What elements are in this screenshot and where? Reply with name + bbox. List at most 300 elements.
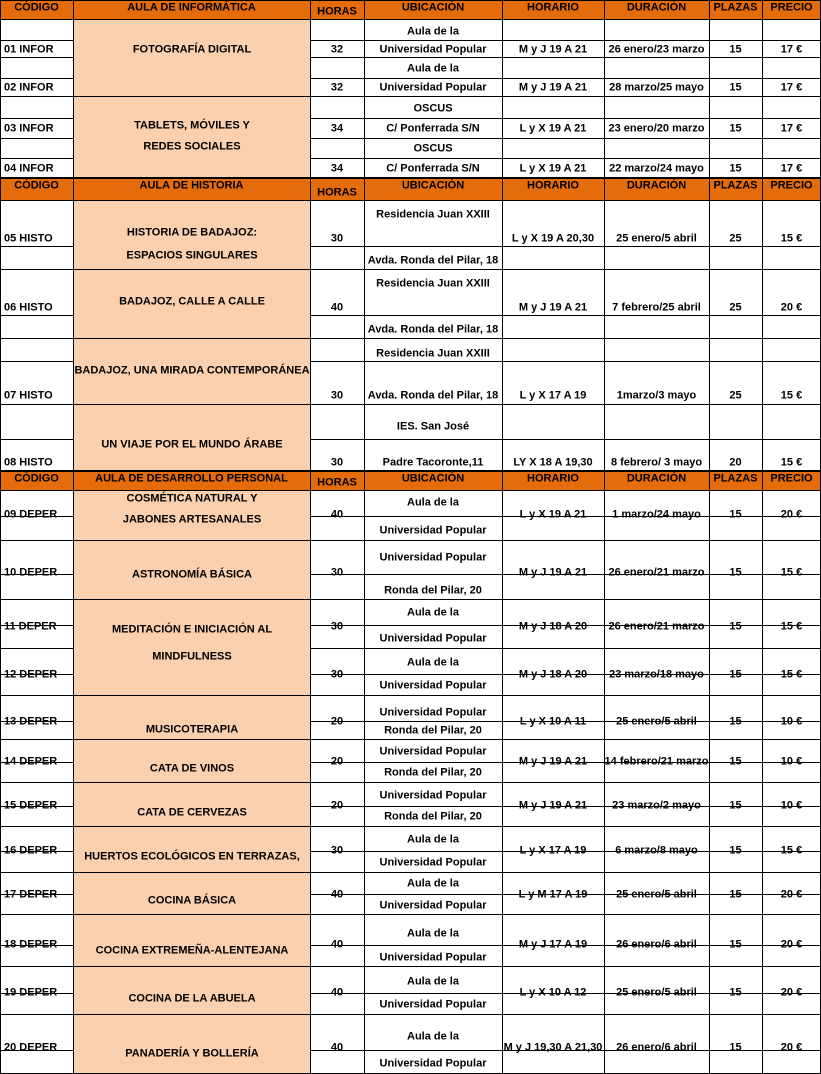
price: 15 € (780, 668, 803, 681)
column-divider (73, 201, 74, 270)
seats: 15 (729, 715, 742, 728)
duration: 25 enero/5 abril (616, 715, 697, 728)
column-divider (73, 139, 74, 178)
column-divider (604, 827, 605, 873)
hours-inner-border (310, 78, 364, 79)
row-border (0, 138, 73, 139)
course-name-cell (74, 696, 310, 740)
column-divider (0, 339, 1, 405)
column-header-ubicacion: UBICACIÓN (401, 472, 465, 485)
column-divider (709, 339, 710, 405)
duration: 26 enero/6 abril (616, 1041, 697, 1054)
duration: 26 enero/23 marzo (608, 43, 705, 56)
price: 15 € (780, 232, 803, 245)
column-divider (709, 270, 710, 339)
column-divider (604, 783, 605, 827)
location-line-2: Universidad Popular (379, 899, 487, 912)
seats: 15 (729, 986, 742, 999)
column-divider (604, 405, 605, 471)
column-divider (604, 20, 605, 58)
row-border (0, 1014, 73, 1015)
column-divider (709, 873, 710, 915)
column-divider (604, 491, 605, 541)
row-border (0, 914, 73, 915)
column-divider (0, 696, 1, 740)
column-divider (73, 649, 74, 696)
header-column-divider (502, 471, 503, 491)
location-inner-border (364, 40, 502, 41)
header-column-divider (502, 0, 503, 20)
column-divider (310, 139, 311, 178)
column-divider (709, 58, 710, 97)
header-column-divider (604, 178, 605, 201)
row-border (0, 966, 73, 967)
header-column-divider (310, 0, 311, 20)
duration: 23 marzo/18 mayo (609, 668, 704, 681)
column-divider (364, 405, 365, 471)
column-divider (310, 649, 311, 696)
duration: 1marzo/3 mayo (616, 389, 697, 402)
column-divider (310, 541, 311, 600)
column-divider (73, 58, 74, 97)
header-column-divider (73, 471, 74, 491)
location-line-1: IES. San José (396, 420, 470, 433)
column-divider (0, 405, 1, 471)
column-divider (709, 783, 710, 827)
schedule: M y J 19 A 21 (518, 566, 588, 579)
header-column-divider (0, 471, 1, 491)
header-column-divider (502, 178, 503, 201)
price: 17 € (780, 81, 803, 94)
hours-inner-border (310, 315, 364, 316)
course-hours: 30 (330, 456, 344, 469)
column-divider (364, 201, 365, 270)
column-divider (73, 873, 74, 915)
location-line-1: Universidad Popular (379, 551, 487, 564)
column-divider (310, 201, 311, 270)
course-code: 18 DEPER (4, 938, 58, 951)
row-border (0, 739, 73, 740)
column-divider (364, 827, 365, 873)
row-border (310, 57, 821, 58)
duration: 1 marzo/24 mayo (612, 508, 701, 521)
code-inner-border (0, 361, 73, 362)
inner-border (502, 361, 821, 362)
column-divider (364, 967, 365, 1015)
course-name: PANADERÍA Y BOLLERÍA (125, 1047, 259, 1060)
column-divider (762, 827, 763, 873)
course-name-cell (74, 339, 310, 405)
column-divider (604, 873, 605, 915)
column-header-codigo: CÓDIGO (14, 472, 59, 485)
header-top-border (0, 0, 821, 1)
seats: 15 (729, 888, 742, 901)
schedule: LY X 18 A 19,30 (513, 456, 593, 469)
location-inner-border (364, 1050, 502, 1051)
course-name-cell (74, 783, 310, 827)
course-hours: 20 (330, 755, 344, 768)
course-name-cell (74, 405, 310, 471)
column-header-horario: HORARIO (527, 472, 579, 485)
location-inner-border (364, 315, 502, 316)
column-divider (604, 201, 605, 270)
row-border (0, 872, 73, 873)
price: 17 € (780, 162, 803, 175)
seats: 15 (729, 844, 742, 857)
column-divider (364, 600, 365, 649)
seats: 25 (729, 389, 742, 402)
row-border (310, 338, 821, 339)
price: 10 € (780, 715, 803, 728)
column-header-precio: PRECIO (770, 179, 813, 192)
section-title: AULA DE DESARROLLO PERSONAL (95, 472, 288, 485)
course-hours: 40 (330, 1041, 344, 1054)
column-header-precio: PRECIO (770, 472, 813, 485)
location-inner-border (364, 246, 502, 247)
header-column-divider (0, 178, 1, 201)
location-inner-border (364, 516, 502, 517)
schedule: M y J 19 A 21 (518, 755, 588, 768)
code-inner-border (0, 40, 73, 41)
column-divider (310, 97, 311, 139)
course-hours: 40 (330, 888, 344, 901)
column-divider (73, 967, 74, 1015)
column-divider (762, 600, 763, 649)
row-border (310, 540, 821, 541)
course-code: 13 DEPER (4, 715, 58, 728)
column-divider (73, 1015, 74, 1074)
header-column-divider (604, 471, 605, 491)
header-column-divider (0, 0, 1, 20)
column-divider (73, 827, 74, 873)
row-border (0, 695, 73, 696)
course-hours: 30 (330, 232, 344, 245)
course-code: 19 DEPER (4, 986, 58, 999)
row-border (0, 648, 73, 649)
column-divider (310, 270, 311, 339)
column-divider (762, 1015, 763, 1074)
duration: 23 marzo/2 mayo (612, 799, 701, 812)
column-divider (709, 97, 710, 139)
column-divider (709, 915, 710, 967)
code-inner-border (0, 78, 73, 79)
column-divider (73, 600, 74, 649)
location-line-1: Aula de la (407, 25, 459, 38)
row-border (0, 338, 73, 339)
course-code: 14 DEPER (4, 755, 58, 768)
column-divider (502, 97, 503, 139)
location-line-1: Universidad Popular (379, 706, 487, 719)
column-header-plazas: PLAZAS (713, 472, 758, 485)
column-divider (310, 58, 311, 97)
location-line-2: Ronda del Pilar, 20 (384, 724, 482, 737)
header-column-divider (310, 178, 311, 201)
location-line-2: Universidad Popular (379, 998, 487, 1011)
course-code: 20 DEPER (4, 1041, 58, 1054)
row-border (310, 782, 821, 783)
schedule: L y X 19 A 21 (519, 508, 587, 521)
column-divider (604, 696, 605, 740)
column-divider (709, 491, 710, 541)
code-inner-border (0, 439, 73, 440)
column-divider (73, 339, 74, 405)
section-title: AULA DE INFORMÁTICA (127, 1, 256, 14)
code-inner-border (0, 315, 73, 316)
column-divider (762, 97, 763, 139)
column-divider (762, 491, 763, 541)
price: 17 € (780, 122, 803, 135)
column-divider (709, 600, 710, 649)
column-divider (709, 827, 710, 873)
schedule: L y X 10 A 11 (519, 715, 587, 728)
column-divider (364, 58, 365, 97)
column-header-horas: HORAS (317, 5, 357, 18)
location-line-2: Ronda del Pilar, 20 (384, 766, 482, 779)
location-line-1: Aula de la (407, 496, 459, 509)
duration: 25 enero/5 abril (616, 232, 697, 245)
column-header-horario: HORARIO (527, 1, 579, 14)
course-name: BADAJOZ, UNA MIRADA CONTEMPORÁNEA (74, 364, 310, 377)
column-divider (364, 339, 365, 405)
price: 20 € (780, 508, 803, 521)
column-divider (604, 915, 605, 967)
column-header-codigo: CÓDIGO (14, 179, 59, 192)
column-divider (604, 649, 605, 696)
column-divider (502, 600, 503, 649)
course-name-cell (74, 201, 310, 270)
course-hours: 40 (330, 508, 344, 521)
course-name: ESPACIOS SINGULARES (126, 249, 258, 262)
price: 15 € (780, 456, 803, 469)
course-hours: 32 (330, 81, 344, 94)
column-divider (0, 20, 1, 58)
row-border (0, 96, 73, 97)
course-hours: 30 (330, 389, 344, 402)
location-inner-border (364, 721, 502, 722)
column-divider (502, 405, 503, 471)
course-code: 07 HISTO (4, 389, 53, 402)
duration: 6 marzo/8 mayo (615, 844, 698, 857)
course-hours: 30 (330, 566, 344, 579)
column-divider (502, 827, 503, 873)
course-name: FOTOGRAFÍA DIGITAL (132, 43, 252, 56)
code-inner-border (0, 246, 73, 247)
course-name: JABONES ARTESANALES (122, 513, 262, 526)
location-line-1: Aula de la (407, 606, 459, 619)
location-inner-border (364, 439, 502, 440)
column-divider (604, 339, 605, 405)
location-line-1: Aula de la (407, 656, 459, 669)
course-code: 12 DEPER (4, 668, 58, 681)
course-name-cell (74, 827, 310, 873)
column-divider (310, 20, 311, 58)
column-divider (364, 20, 365, 58)
course-name-cell (74, 97, 310, 178)
column-divider (604, 967, 605, 1015)
hours-inner-border (310, 439, 364, 440)
row-border (0, 269, 73, 270)
column-divider (502, 58, 503, 97)
column-divider (709, 20, 710, 58)
column-divider (502, 201, 503, 270)
inner-border (502, 315, 821, 316)
row-border (310, 966, 821, 967)
column-header-duracion: DURACIÓN (626, 1, 687, 14)
code-inner-border (0, 158, 73, 159)
column-divider (762, 649, 763, 696)
column-divider (0, 740, 1, 783)
location-inner-border (364, 574, 502, 575)
column-header-ubicacion: UBICACIÓN (401, 1, 465, 14)
column-divider (604, 541, 605, 600)
inner-border (502, 439, 821, 440)
location-line-2: Avda. Ronda del Pilar, 18 (367, 323, 499, 336)
location-inner-border (364, 78, 502, 79)
duration: 22 marzo/24 mayo (609, 162, 704, 175)
course-name: MUSICOTERAPIA (145, 723, 239, 736)
location-inner-border (364, 894, 502, 895)
course-name-cell (74, 967, 310, 1015)
column-divider (310, 740, 311, 783)
column-divider (502, 541, 503, 600)
row-border (310, 914, 821, 915)
course-code: 08 HISTO (4, 456, 53, 469)
location-line-2: Universidad Popular (379, 679, 487, 692)
duration: 8 febrero/ 3 mayo (610, 456, 703, 469)
header-column-divider (709, 178, 710, 201)
duration: 23 enero/20 marzo (608, 122, 705, 135)
schedule: L y M 17 A 19 (518, 888, 588, 901)
header-column-divider (73, 178, 74, 201)
column-divider (604, 97, 605, 139)
column-divider (502, 491, 503, 541)
column-divider (364, 139, 365, 178)
column-header-plazas: PLAZAS (713, 1, 758, 14)
location-line-2: Ronda del Pilar, 20 (384, 584, 482, 597)
header-column-divider (709, 471, 710, 491)
column-divider (0, 1015, 1, 1074)
course-name: HUERTOS ECOLÓGICOS EN TERRAZAS, (84, 850, 300, 863)
seats: 25 (729, 232, 742, 245)
seats: 15 (729, 938, 742, 951)
column-divider (310, 783, 311, 827)
row-border (310, 695, 821, 696)
column-divider (364, 1015, 365, 1074)
schedule: L y X 19 A 21 (519, 162, 587, 175)
course-name-cell (74, 270, 310, 339)
row-border (310, 872, 821, 873)
column-divider (604, 1015, 605, 1074)
location-line-2: Padre Tacoronte,11 (382, 456, 484, 469)
column-divider (502, 783, 503, 827)
schedule: L y X 19 A 20,30 (511, 232, 595, 245)
location-line-1: Aula de la (407, 975, 459, 988)
price: 15 € (780, 620, 803, 633)
inner-border (502, 158, 821, 159)
duration: 26 enero/6 abril (616, 938, 697, 951)
header-top-border (0, 471, 821, 472)
column-divider (73, 270, 74, 339)
header-column-divider (364, 471, 365, 491)
column-divider (0, 915, 1, 967)
seats: 15 (729, 620, 742, 633)
course-name-cell (74, 1015, 310, 1074)
column-divider (502, 649, 503, 696)
header-column-divider (762, 178, 763, 201)
schedule: M y J 19 A 21 (518, 81, 588, 94)
course-name: TABLETS, MÓVILES Y (134, 119, 250, 132)
hours-inner-border (310, 246, 364, 247)
column-divider (364, 97, 365, 139)
location-line-2: Universidad Popular (379, 951, 487, 964)
price: 17 € (780, 43, 803, 56)
location-line-1: Aula de la (407, 1030, 459, 1043)
course-code: 17 DEPER (4, 888, 58, 901)
course-name: ASTRONOMÍA BÁSICA (132, 568, 252, 581)
price: 20 € (780, 888, 803, 901)
column-divider (604, 58, 605, 97)
course-hours: 40 (330, 301, 344, 314)
course-code: 01 INFOR (4, 43, 54, 56)
column-divider (762, 201, 763, 270)
column-divider (604, 600, 605, 649)
column-divider (364, 915, 365, 967)
duration: 25 enero/5 abril (616, 986, 697, 999)
location-line-2: Ronda del Pilar, 20 (384, 810, 482, 823)
column-divider (310, 491, 311, 541)
column-divider (709, 740, 710, 783)
price: 15 € (780, 389, 803, 402)
course-hours: 34 (330, 122, 344, 135)
column-divider (0, 541, 1, 600)
column-divider (0, 827, 1, 873)
column-divider (762, 339, 763, 405)
location-line-2: Universidad Popular (379, 524, 487, 537)
location-line-2: Universidad Popular (379, 1057, 487, 1070)
seats: 15 (729, 1041, 742, 1054)
location-line-1: Aula de la (407, 833, 459, 846)
column-divider (709, 696, 710, 740)
schedule: M y J 17 A 19 (518, 938, 588, 951)
location-inner-border (364, 806, 502, 807)
column-divider (364, 783, 365, 827)
column-divider (73, 915, 74, 967)
location-line-1: OSCUS (413, 102, 453, 115)
course-code: 16 DEPER (4, 844, 58, 857)
column-divider (709, 201, 710, 270)
column-divider (502, 915, 503, 967)
hours-inner-border (310, 118, 364, 119)
location-inner-border (364, 762, 502, 763)
column-divider (502, 139, 503, 178)
row-border (310, 648, 821, 649)
inner-border (502, 40, 821, 41)
location-line-1: Aula de la (407, 62, 459, 75)
course-name-cell (74, 20, 310, 97)
location-line-2: Universidad Popular (379, 856, 487, 869)
course-code: 06 HISTO (4, 301, 53, 314)
header-column-divider (310, 471, 311, 491)
column-divider (310, 967, 311, 1015)
column-divider (73, 696, 74, 740)
duration: 25 enero/5 abril (616, 888, 697, 901)
column-divider (364, 740, 365, 783)
column-divider (762, 696, 763, 740)
column-divider (0, 600, 1, 649)
course-name: COCINA BÁSICA (147, 894, 237, 907)
location-inner-border (364, 158, 502, 159)
price: 20 € (780, 1041, 803, 1054)
